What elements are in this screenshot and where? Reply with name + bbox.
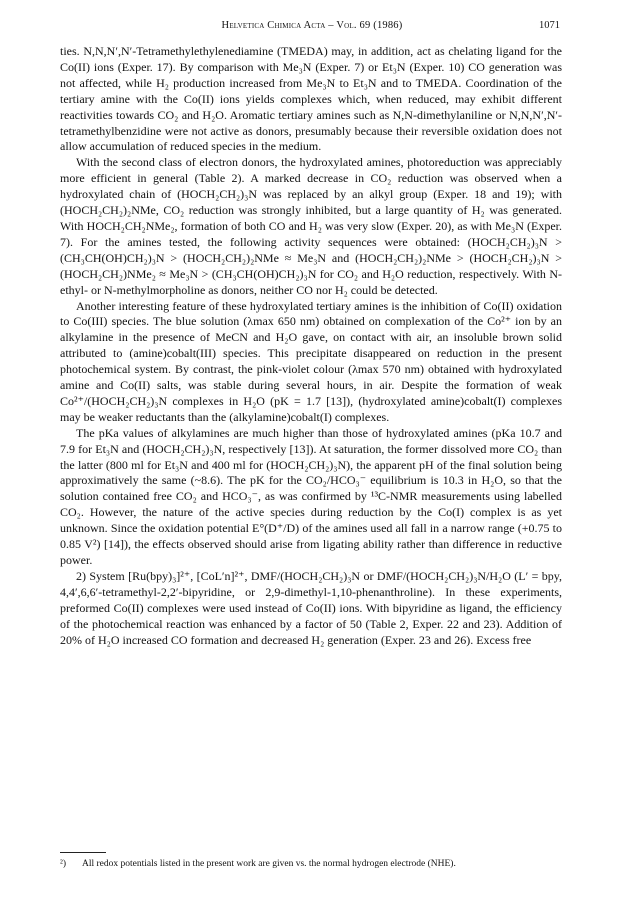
footnote-divider bbox=[60, 852, 106, 853]
footnote-text: All redox potentials listed in the present work are given vs. the normal hydrogen electrode (NHE). bbox=[82, 859, 456, 869]
paragraph: 2) System [Ru(bpy)₃]²⁺, [CoL′n]²⁺, DMF/(HOCH₂CH₂)₃N or DMF/(HOCH₂CH₂)₃N/H₂O (L′ = bpy, 4,4′,6,6′-tetramethyl-2,2′-bipyridine, or 2,9-dimethyl-1,10-phenanthroline). In these experiments, preformed Co(II) complexes were used instead of Co(II) ions. With bipyridine as ligand, the efficiency of the photochemical reaction was enhanced by a factor of 50 (Table 2, Exper. 22 and 23). Addition of 20% of H₂O increased CO formation and decreased H₂ generation (Exper. 23 and 26). Excess free bbox=[60, 568, 562, 647]
footnote bbox=[60, 858, 562, 870]
paragraph: Another interesting feature of these hydroxylated tertiary amines is the inhibition of Co(II) oxidation to Co(III) species. The blue solution (λmax 650 nm) obtained on complexation of the Co²⁺ ion by an alkylamine in the presence of MeCN and H₂O gave, on contact with air, an insoluble brown solid attributed to (amine)cobalt(III) species. This precipitate disappeared on reduction in the present photochemical system. By contrast, the pink-violet colour (λmax 570 nm) obtained with hydroxylated amine and Co(II) salts, was stable during several hours, in air. Despite the formation of weak Co²⁺/(HOCH₂CH₂)₃N complexes in H₂O (pK = 1.7 [13]), (hydroxylated amine)cobalt(I) complexes may be weaker reductants than the (alkylamine)cobalt(I) complexes. bbox=[60, 298, 562, 424]
journal-title: Helvetica Chimica Acta – Vol. 69 (1986) bbox=[221, 20, 403, 31]
running-header bbox=[0, 20, 624, 36]
paragraph: With the second class of electron donors, the hydroxylated amines, photoreduction was appreciably more efficient in general (Table 2). A marked decrease in CO₂ reduction was observed when a hydroxylated chain of (HOCH₂CH₂)₃N was replaced by an alkyl group (Exper. 18 and 19); with (HOCH₂CH₂)₂NMe, CO₂ reduction was strongly inhibited, but a large quantity of H₂ was generated. With HOCH₂CH₂NMe₂, formation of both CO and H₂ was very slow (Exper. 20), as with Me₃N (Exper. 7). For the amines tested, the following activity sequences were obtained: (HOCH₂CH₂)₃N > (CH₃CH(OH)CH₂)₃N > (HOCH₂CH₂)₂NMe ≈ Me₃N and (HOCH₂CH₂)₂NMe > (HOCH₂CH₂)₃N > (HOCH₂CH₂)NMe₂ ≈ Me₃N > (CH₃CH(OH)CH₂)₃N for CO₂ and H₂O reduction, respectively. With N-ethyl- or N-methylmorpholine as donors, neither CO nor H₂ could be detected. bbox=[60, 155, 562, 297]
article-body bbox=[60, 44, 562, 648]
paragraph: The pKa values of alkylamines are much higher than those of hydroxylated amines (pKa 10.7 and 7.9 for Et₃N and (HOCH₂CH₂)₃N, respectively [13]). At saturation, the former dissolved more CO₂ than the latter (800 ml for Et₃N and 400 ml for (HOCH₂CH₂)₃N), the apparent pH of the final solution being approximatively the same (~8.6). The pK for the CO₂/HCO₃⁻ equilibrium is 10.3 in H₂O, so that the solution contained free CO₂ and HCO₃⁻, as was confirmed by ¹³C-NMR measurements using labelled CO₂. However, the nature of the active species during reduction by the Co(I) complex is as yet unknown. Since the oxidation potential E°(D⁺/D) of the amines used all fall in a narrow range (+0.75 to 0.85 V²) [14]), the effects observed should arise from ligating ability rather than difference in reductive power. bbox=[60, 425, 562, 567]
paragraph: ties. N,N,N′,N′-Tetramethylethylenediamine (TMEDA) may, in addition, act as chelating ligand for the Co(II) ions (Exper. 17). By comparison with Me₃N (Exper. 7) or Et₃N (Exper. 10) CO generation was not affected, while H₂ production increased from Me₃N to Et₃N and to TMEDA. Coordination of the tertiary amine with the Co(II) ions yields complexes which, when reduced, may exhibit different reactivities towards CO₂ and H₂O. Aromatic tertiary amines such as N,N-dimethylaniline or N,N,N′,N′-tetramethylbenzidine were not active as donors, presumably because their reversible oxidation does not allow accumulation of reduced species in the medium. bbox=[60, 44, 562, 154]
page-number: 1071 bbox=[539, 20, 560, 31]
footnote-mark: ²) bbox=[60, 859, 67, 869]
